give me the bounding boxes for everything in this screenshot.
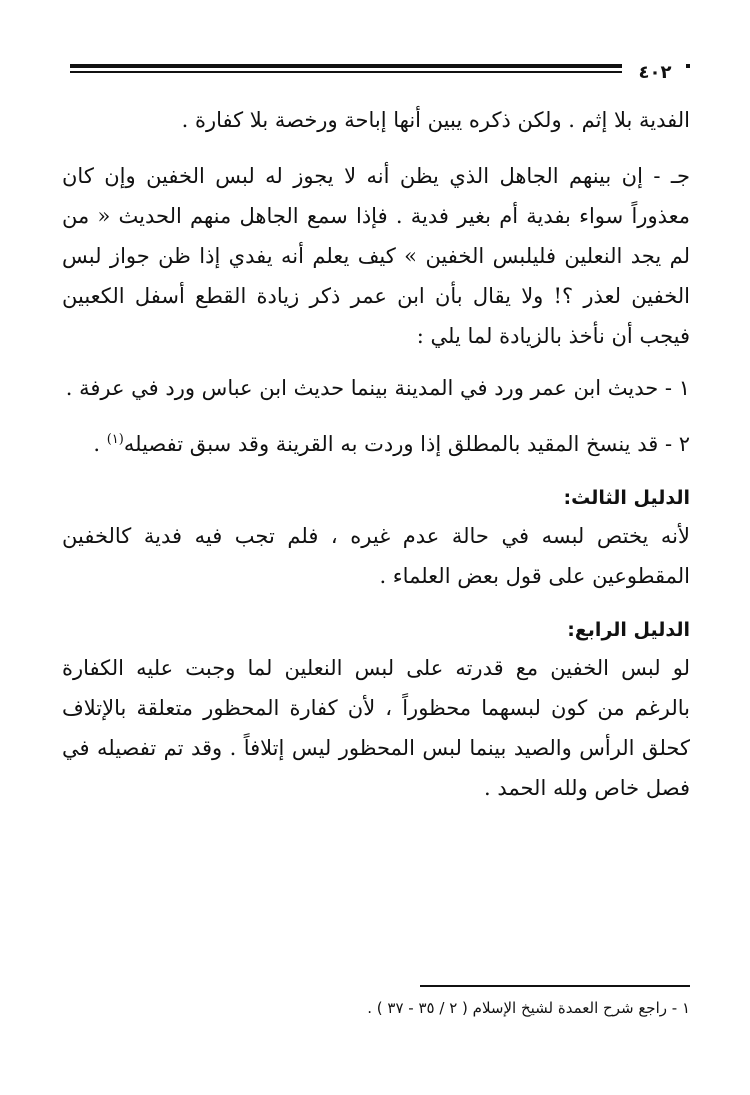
heading-fourth-evidence: الدليل الرابع: bbox=[567, 619, 690, 641]
footnote-ref[interactable]: (١) bbox=[106, 432, 124, 447]
paragraph-4: لو لبس الخفين مع قدرته على لبس النعلين لما وجبت عليه الكفارة بالرغم من كون لبسهما محظوراً ، لأن كفارة المحظور متعلقة بالإتلاف كحلق الرأس والصيد بينما لبس المحظور ليس إتلافاً . وقد تم تفصيله في فصل خاص ولله الحمد . bbox=[62, 656, 690, 800]
paragraph-2: جـ - إن بينهم الجاهل الذي يظن أنه لا يجوز له لبس الخفين وإن كان معذوراً سواء بفدية أم بغير فدية . فإذا سمع الجاهل منهم الحديث « من لم يجد النعلين فليلبس الخفين » كيف يعلم أنه يفدي إذا ظن جواز لبس الخفين لعذر ؟! ولا يقال بأن ابن عمر ذكر زيادة القطع أسفل الكعبين فيجب أن نأخذ بالزيادة لما يلي : bbox=[62, 164, 690, 348]
footnote-separator bbox=[420, 985, 690, 987]
paragraph-1: الفدية بلا إثم . ولكن ذكره يبين أنها إباحة ورخصة بلا كفارة . bbox=[181, 108, 690, 132]
header-rule-right-top bbox=[686, 64, 690, 68]
paragraph-3: لأنه يختص لبسه في حالة عدم غيره ، فلم تجب فيه فدية كالخفين المقطوعين على قول بعض العلماء . bbox=[62, 524, 690, 588]
list-item-2 bbox=[62, 424, 690, 464]
list-item-2-end: . bbox=[93, 432, 107, 456]
heading-third-evidence: الدليل الثالث: bbox=[563, 487, 690, 509]
page-number: ٤٠٢ bbox=[626, 63, 684, 83]
list-item-1: ١ - حديث ابن عمر ورد في المدينة بينما حديث ابن عباس ورد في عرفة . bbox=[65, 376, 690, 400]
header-rule-bottom bbox=[70, 71, 622, 73]
page-header bbox=[70, 58, 690, 88]
list-item-2-text: ٢ - قد ينسخ المقيد بالمطلق إذا وردت به القرينة وقد سبق تفصيله bbox=[123, 432, 690, 456]
footnote: ١ - راجع شرح العمدة لشيخ الإسلام ( ٢ / ٣٥ - ٣٧ ) . bbox=[367, 999, 690, 1017]
header-rule-top bbox=[70, 64, 622, 68]
page-body bbox=[62, 100, 690, 824]
